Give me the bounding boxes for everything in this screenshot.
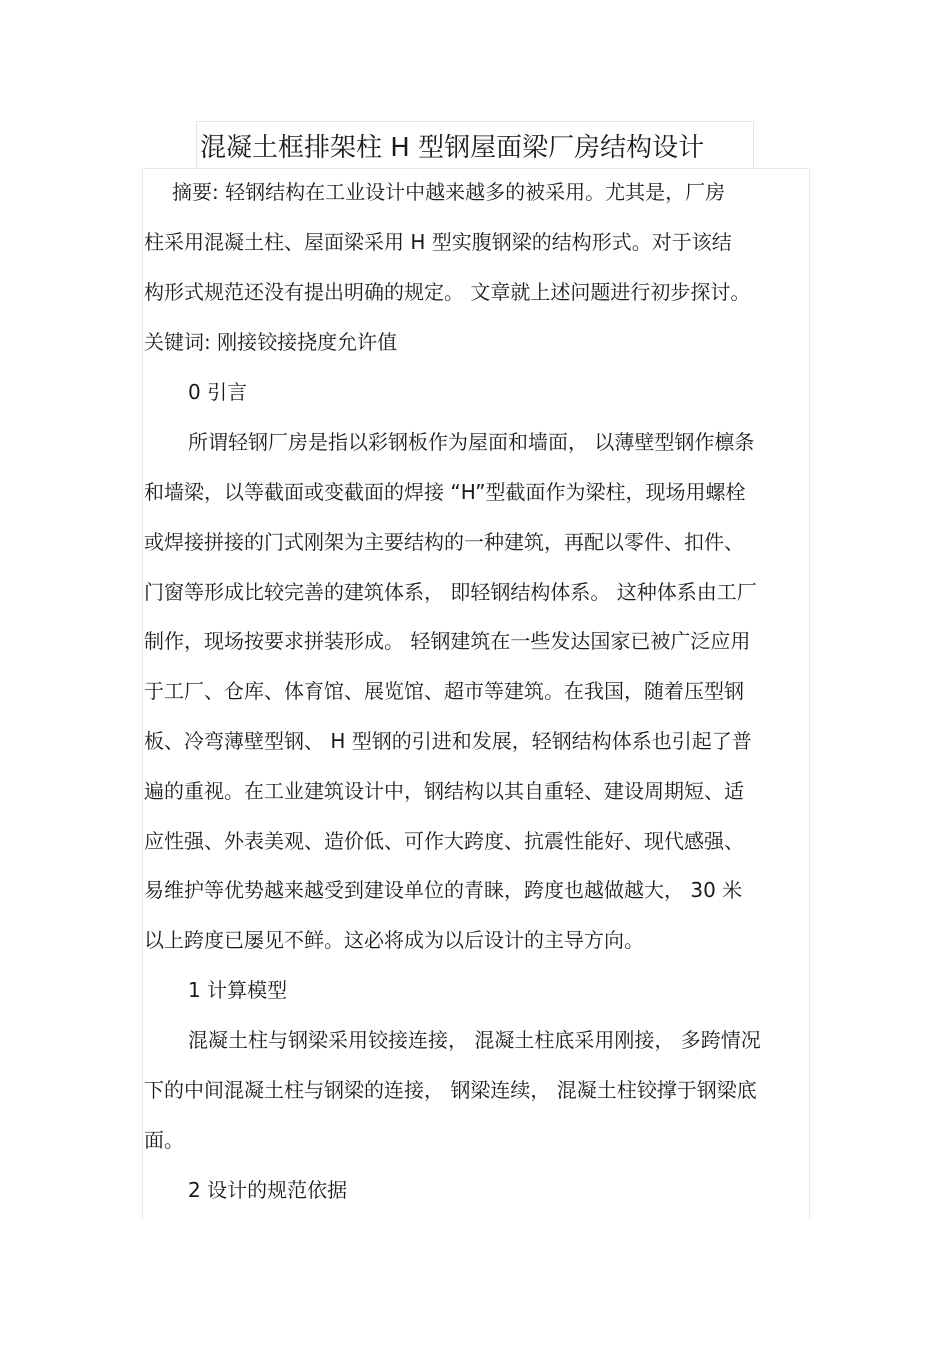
paragraph-line: 或焊接拼接的门式刚架为主要结构的一种建筑，再配以零件、扣件、 — [144, 530, 744, 554]
paragraph-line: 门窗等形成比较完善的建筑体系， 即轻钢结构体系。 这种体系由工厂 — [144, 580, 757, 604]
paragraph-line: 和墙梁，以等截面或变截面的焊接 “H”型截面作为梁柱，现场用螺栓 — [144, 480, 746, 504]
paragraph-line: 面。 — [144, 1128, 184, 1152]
paragraph-line: 制作，现场按要求拼装形成。 轻钢建筑在一些发达国家已被广泛应用 — [144, 629, 751, 653]
paragraph-line: 板、冷弯薄壁型钢、 H 型钢的引进和发展，轻钢结构体系也引起了普 — [144, 729, 752, 753]
keywords-line: 关键词: 刚接铰接挠度允许值 — [144, 330, 398, 354]
paragraph-line: 以上跨度已屡见不鲜。这必将成为以后设计的主导方向。 — [144, 928, 644, 952]
section-heading-intro: 0 引言 — [188, 380, 248, 404]
paragraph-line: 所谓轻钢厂房是指以彩钢板作为屋面和墙面， 以薄壁型钢作檩条 — [188, 430, 755, 454]
paragraph-line: 遍的重视。在工业建筑设计中，钢结构以其自重轻、建设周期短、适 — [144, 779, 744, 803]
document-title: 混凝土框排架柱 H 型钢屋面梁厂房结构设计 — [200, 133, 705, 163]
paragraph-line: 于工厂、仓库、体育馆、展览馆、超市等建筑。在我国，随着压型钢 — [144, 679, 744, 703]
abstract-line: 柱采用混凝土柱、屋面梁采用 H 型实腹钢梁的结构形式。对于该结 — [144, 230, 732, 254]
paragraph-line: 混凝土柱与钢梁采用铰接连接， 混凝土柱底采用刚接， 多跨情况 — [188, 1028, 761, 1052]
section-heading-model: 1 计算模型 — [188, 978, 288, 1002]
paragraph-line: 易维护等优势越来越受到建设单位的青睐，跨度也越做越大， 30 米 — [144, 878, 743, 902]
section-heading-code-basis: 2 设计的规范依据 — [188, 1178, 348, 1202]
paragraph-line: 应性强、外表美观、造价低、可作大跨度、抗震性能好、现代感强、 — [144, 829, 744, 853]
paragraph-line: 下的中间混凝土柱与钢梁的连接， 钢梁连续， 混凝土柱铰撑于钢梁底 — [144, 1078, 757, 1102]
abstract-line: 摘要: 轻钢结构在工业设计中越来越多的被采用。尤其是，厂房 — [172, 180, 726, 204]
abstract-line: 构形式规范还没有提出明确的规定。 文章就上述问题进行初步探讨。 — [144, 280, 751, 304]
